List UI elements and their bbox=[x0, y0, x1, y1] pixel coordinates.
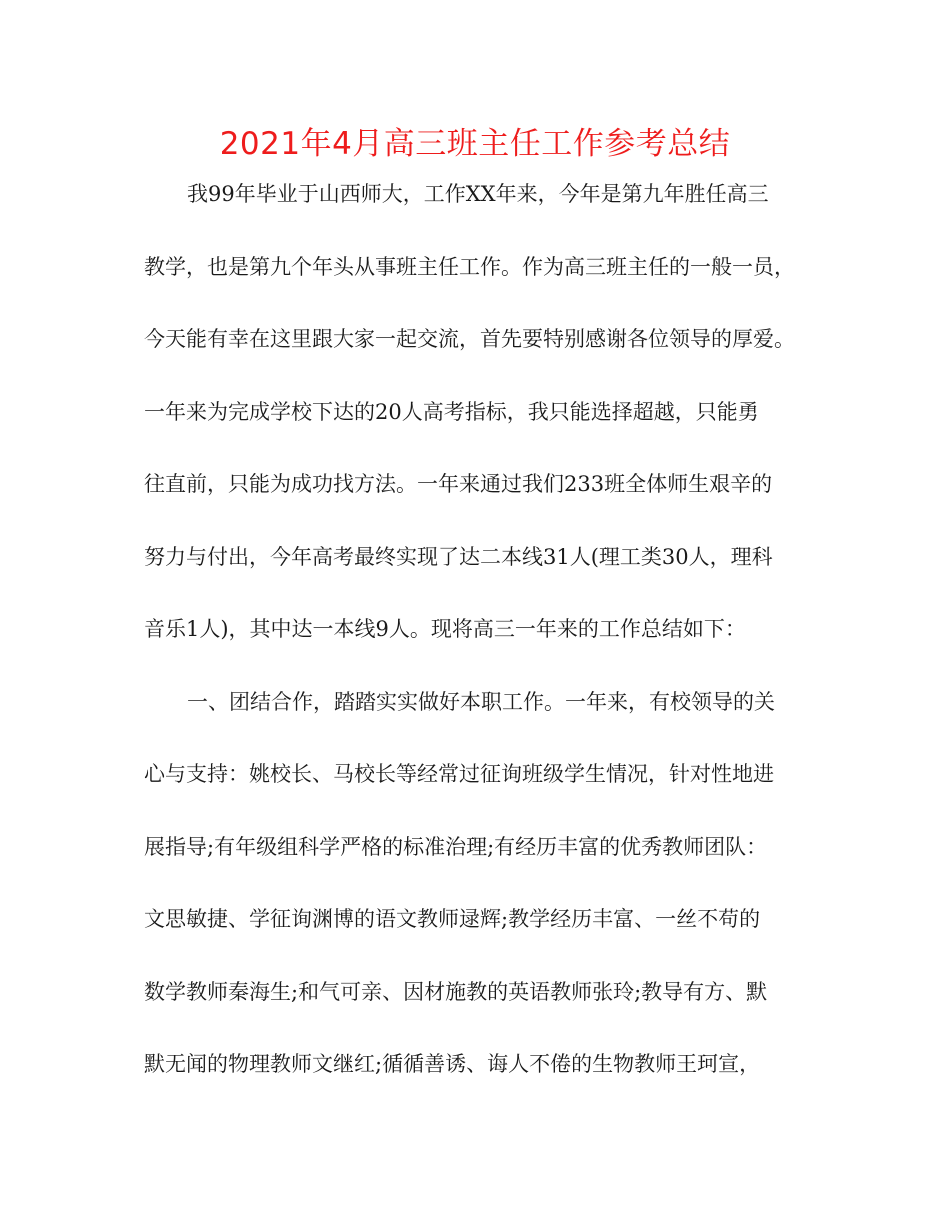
paragraph-line: 一、团结合作，踏踏实实做好本职工作。一年来，有校领导的关 bbox=[187, 689, 775, 714]
document-body bbox=[144, 172, 824, 1115]
paragraph-line: 努力与付出，今年高考最终实现了达二本线31人(理工类30人，理科 bbox=[144, 544, 773, 569]
paragraph-line: 文思敏捷、学征询渊博的语文教师逯辉;教学经历丰富、一丝不苟的 bbox=[144, 907, 761, 931]
paragraph-line: 数学教师秦海生;和气可亲、因材施教的英语教师张玲;教导有方、默 bbox=[144, 979, 768, 1004]
paragraph-line: 心与支持：姚校长、马校长等经常过征询班级学生情况，针对性地进 bbox=[144, 762, 774, 786]
paragraph-line: 一年来为完成学校下达的20人高考指标，我只能选择超越，只能勇 bbox=[144, 399, 759, 424]
paragraph-line: 教学，也是第九个年头从事班主任工作。作为高三班主任的一般一员， bbox=[144, 254, 795, 279]
paragraph-line: 今天能有幸在这里跟大家一起交流，首先要特别感谢各位领导的厚爱。 bbox=[144, 327, 795, 351]
paragraph-line: 默无闻的物理教师文继红;循循善诱、诲人不倦的生物教师王珂宣， bbox=[144, 1052, 761, 1076]
document-title: 2021年4月高三班主任工作参考总结 bbox=[219, 126, 731, 162]
paragraph-line: 音乐1人)，其中达一本线9人。现将高三一年来的工作总结如下： bbox=[144, 617, 746, 641]
paragraph-line: 我99年毕业于山西师大，工作XX年来，今年是第九年胜任高三 bbox=[187, 182, 769, 206]
paragraph-line: 展指导;有年级组科学严格的标准治理;有经历丰富的优秀教师团队： bbox=[144, 834, 768, 859]
paragraph-line: 往直前，只能为成功找方法。一年来通过我们233班全体师生艰辛的 bbox=[144, 472, 773, 496]
